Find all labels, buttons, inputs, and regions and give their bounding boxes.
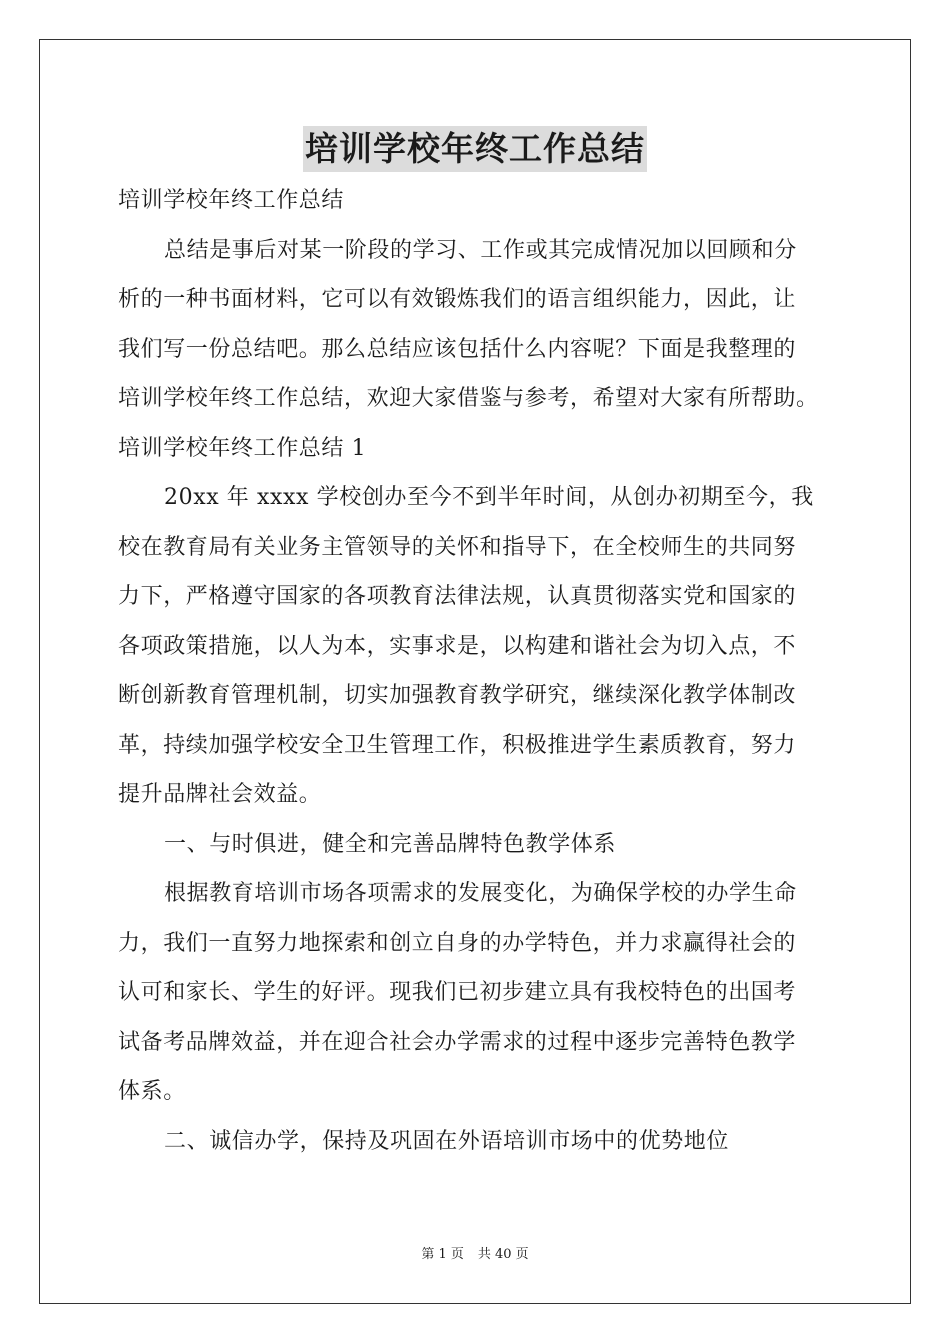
text-line: 试备考品牌效益，并在迎合社会办学需求的过程中逐步完善特色教学 — [118, 1029, 797, 1055]
text-line: 力，我们一直努力地探索和创立自身的办学特色，并力求赢得社会的 — [118, 930, 797, 956]
text-line: 根据教育培训市场各项需求的发展变化，为确保学校的办学生命 — [164, 881, 797, 906]
page-total: 共 40 页 — [477, 1247, 529, 1262]
text-line: 一、与时俱进，健全和完善品牌特色教学体系 — [164, 831, 617, 857]
text-line: 析的一种书面材料，它可以有效锻炼我们的语言组织能力，因此，让 — [118, 287, 797, 312]
document-title: 培训学校年终工作总结 — [303, 126, 647, 172]
text-line: 力下，严格遵守国家的各项教育法律法规，认真贯彻落实党和国家的 — [118, 584, 797, 609]
text-line: 总结是事后对某一阶段的学习、工作或其完成情况加以回顾和分 — [164, 237, 797, 263]
text-line: 校在教育局有关业务主管领导的关怀和指导下，在全校师生的共同努 — [118, 534, 797, 560]
document-body — [118, 176, 838, 1166]
text-line: 二、诚信办学，保持及巩固在外语培训市场中的优势地位 — [164, 1128, 730, 1154]
text-line: 培训学校年终工作总结 — [118, 188, 345, 213]
text-line: 提升品牌社会效益。 — [118, 782, 322, 807]
text-line: 断创新教育管理机制，切实加强教育教学研究，继续深化教学体制改 — [118, 683, 797, 708]
text-line: 认可和家长、学生的好评。现我们已初步建立具有我校特色的出国考 — [118, 980, 797, 1005]
page-footer — [0, 1246, 950, 1264]
page-number: 第 1 页 — [421, 1247, 464, 1262]
text-line: 体系。 — [118, 1079, 186, 1104]
text-line: 各项政策措施，以人为本，实事求是，以构建和谐社会为切入点，不 — [118, 633, 797, 659]
text-line: 培训学校年终工作总结，欢迎大家借鉴与参考，希望对大家有所帮助。 — [118, 386, 819, 411]
title-container — [0, 126, 950, 172]
text-line: 我们写一份总结吧。那么总结应该包括什么内容呢？下面是我整理的 — [118, 336, 797, 362]
text-line: 20xx 年 xxxx 学校创办至今不到半年时间，从创办初期至今，我 — [164, 485, 814, 510]
text-line: 培训学校年终工作总结 1 — [118, 435, 367, 461]
text-line: 革，持续加强学校安全卫生管理工作，积极推进学生素质教育，努力 — [118, 732, 797, 758]
